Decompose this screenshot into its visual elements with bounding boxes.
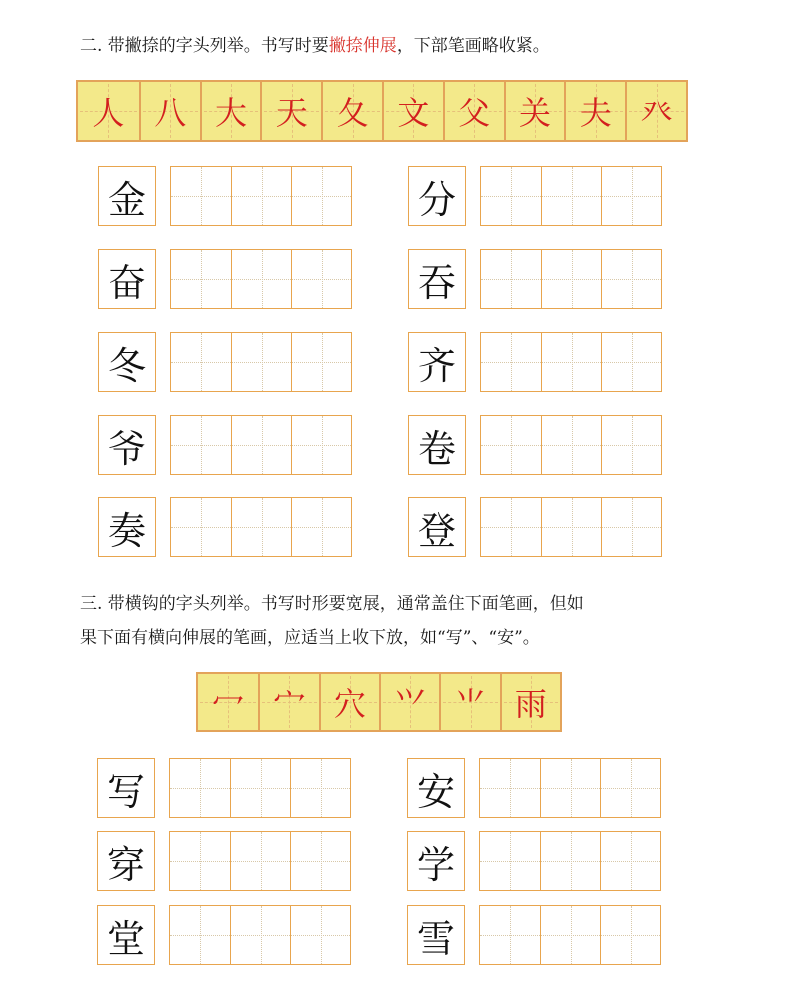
practice-cell[interactable] xyxy=(601,250,661,308)
practice-cell[interactable] xyxy=(600,832,660,890)
section2-suffix: ，下部笔画略收紧。 xyxy=(396,36,550,56)
practice-grid[interactable] xyxy=(170,415,352,475)
practice-cell[interactable] xyxy=(541,416,601,474)
practice-cell[interactable] xyxy=(170,759,230,817)
practice-cell[interactable] xyxy=(231,250,291,308)
practice-row xyxy=(407,831,661,891)
practice-grid[interactable] xyxy=(480,332,662,392)
section2-radical-strip xyxy=(76,80,688,142)
practice-cell[interactable] xyxy=(290,906,350,964)
practice-grid[interactable] xyxy=(170,249,352,309)
radical-glyph: 癶 xyxy=(640,94,673,132)
practice-cell[interactable] xyxy=(540,832,600,890)
practice-grid[interactable] xyxy=(480,249,662,309)
radical-cell xyxy=(443,82,504,140)
practice-cell[interactable] xyxy=(541,167,601,225)
practice-grid[interactable] xyxy=(479,758,661,818)
radical-cell xyxy=(258,674,318,730)
model-character: 奋 xyxy=(98,249,156,309)
radical-cell xyxy=(139,82,200,140)
radical-glyph: ⺍ xyxy=(394,685,427,723)
practice-row xyxy=(97,905,351,965)
radical-glyph: 八 xyxy=(154,94,187,132)
practice-cell[interactable] xyxy=(481,416,541,474)
radical-cell xyxy=(200,82,261,140)
section2-instruction xyxy=(80,30,550,62)
radical-cell xyxy=(198,674,258,730)
practice-grid[interactable] xyxy=(480,415,662,475)
practice-cell[interactable] xyxy=(291,498,351,556)
section3-radical-strip xyxy=(196,672,562,732)
practice-cell[interactable] xyxy=(291,250,351,308)
radical-cell xyxy=(439,674,499,730)
model-character: 安 xyxy=(407,758,465,818)
radical-cell xyxy=(564,82,625,140)
practice-cell[interactable] xyxy=(601,167,661,225)
model-character: 卷 xyxy=(408,415,466,475)
radical-glyph: 天 xyxy=(275,94,308,132)
practice-cell[interactable] xyxy=(481,167,541,225)
model-character: 吞 xyxy=(408,249,466,309)
practice-cell[interactable] xyxy=(231,333,291,391)
practice-grid[interactable] xyxy=(479,905,661,965)
practice-grid[interactable] xyxy=(170,332,352,392)
section3-instruction-line2: 果下面有横向伸展的笔画，应适当上收下放，如“写”、“安”。 xyxy=(80,628,540,648)
practice-row xyxy=(407,905,661,965)
practice-grid[interactable] xyxy=(479,831,661,891)
practice-cell[interactable] xyxy=(480,906,540,964)
practice-row xyxy=(97,831,351,891)
practice-cell[interactable] xyxy=(600,759,660,817)
practice-cell[interactable] xyxy=(541,498,601,556)
practice-grid[interactable] xyxy=(169,758,351,818)
practice-row xyxy=(98,332,352,392)
radical-glyph: 关 xyxy=(518,94,551,132)
practice-row xyxy=(98,249,352,309)
practice-cell[interactable] xyxy=(230,906,290,964)
practice-row xyxy=(408,332,662,392)
model-character: 爷 xyxy=(98,415,156,475)
model-character: 学 xyxy=(407,831,465,891)
model-character: 分 xyxy=(408,166,466,226)
model-character: 冬 xyxy=(98,332,156,392)
practice-cell[interactable] xyxy=(171,167,231,225)
practice-cell[interactable] xyxy=(540,759,600,817)
practice-row xyxy=(98,166,352,226)
radical-cell xyxy=(500,674,560,730)
practice-row xyxy=(408,249,662,309)
practice-cell[interactable] xyxy=(601,416,661,474)
practice-cell[interactable] xyxy=(290,832,350,890)
practice-cell[interactable] xyxy=(171,250,231,308)
radical-glyph: 雨 xyxy=(514,685,547,723)
practice-grid[interactable] xyxy=(169,905,351,965)
radical-cell xyxy=(625,82,686,140)
radical-glyph: 大 xyxy=(214,94,247,132)
practice-row xyxy=(408,497,662,557)
radical-glyph: 人 xyxy=(92,94,125,132)
practice-cell[interactable] xyxy=(601,498,661,556)
radical-glyph: 夂 xyxy=(336,94,369,132)
practice-cell[interactable] xyxy=(291,167,351,225)
practice-row xyxy=(98,415,352,475)
model-character: 雪 xyxy=(407,905,465,965)
practice-cell[interactable] xyxy=(480,759,540,817)
model-character: 写 xyxy=(97,758,155,818)
practice-cell[interactable] xyxy=(230,832,290,890)
practice-cell[interactable] xyxy=(481,250,541,308)
practice-cell[interactable] xyxy=(291,416,351,474)
practice-grid[interactable] xyxy=(480,166,662,226)
radical-glyph: 冖 xyxy=(212,685,245,723)
radical-cell xyxy=(319,674,379,730)
model-character: 穿 xyxy=(97,831,155,891)
practice-cell[interactable] xyxy=(601,333,661,391)
radical-cell xyxy=(78,82,139,140)
section2-prefix: 二. 带撇捺的字头列举。书写时要 xyxy=(80,36,329,56)
practice-cell[interactable] xyxy=(480,832,540,890)
practice-cell[interactable] xyxy=(541,250,601,308)
practice-cell[interactable] xyxy=(170,832,230,890)
radical-cell xyxy=(382,82,443,140)
radical-glyph: 文 xyxy=(397,94,430,132)
model-character: 齐 xyxy=(408,332,466,392)
practice-grid[interactable] xyxy=(169,831,351,891)
section2-highlight: 撇捺伸展 xyxy=(328,36,397,56)
practice-cell[interactable] xyxy=(171,498,231,556)
practice-row xyxy=(97,758,351,818)
practice-row xyxy=(408,415,662,475)
practice-cell[interactable] xyxy=(231,498,291,556)
practice-cell[interactable] xyxy=(171,416,231,474)
practice-cell[interactable] xyxy=(231,167,291,225)
radical-glyph: 夫 xyxy=(579,94,612,132)
radical-cell xyxy=(504,82,565,140)
practice-cell[interactable] xyxy=(541,333,601,391)
practice-cell[interactable] xyxy=(231,416,291,474)
model-character: 登 xyxy=(408,497,466,557)
practice-cell[interactable] xyxy=(481,498,541,556)
practice-grid[interactable] xyxy=(170,497,352,557)
practice-row xyxy=(408,166,662,226)
practice-cell[interactable] xyxy=(481,333,541,391)
practice-cell[interactable] xyxy=(291,333,351,391)
model-character: 金 xyxy=(98,166,156,226)
section3-instruction-line1: 三. 带横钩的字头列举。书写时形要宽展，通常盖住下面笔画，但如 xyxy=(80,594,584,614)
practice-cell[interactable] xyxy=(170,906,230,964)
practice-cell[interactable] xyxy=(600,906,660,964)
radical-cell xyxy=(321,82,382,140)
practice-cell[interactable] xyxy=(540,906,600,964)
practice-row xyxy=(98,497,352,557)
radical-glyph: 穴 xyxy=(333,685,366,723)
radical-glyph: ⺌ xyxy=(454,685,487,723)
practice-cell[interactable] xyxy=(230,759,290,817)
radical-glyph: 宀 xyxy=(273,685,306,723)
practice-cell[interactable] xyxy=(171,333,231,391)
radical-cell xyxy=(379,674,439,730)
practice-grid[interactable] xyxy=(170,166,352,226)
radical-glyph: 父 xyxy=(458,94,491,132)
model-character: 奏 xyxy=(98,497,156,557)
practice-grid[interactable] xyxy=(480,497,662,557)
radical-cell xyxy=(260,82,321,140)
model-character: 堂 xyxy=(97,905,155,965)
practice-row xyxy=(407,758,661,818)
practice-cell[interactable] xyxy=(290,759,350,817)
